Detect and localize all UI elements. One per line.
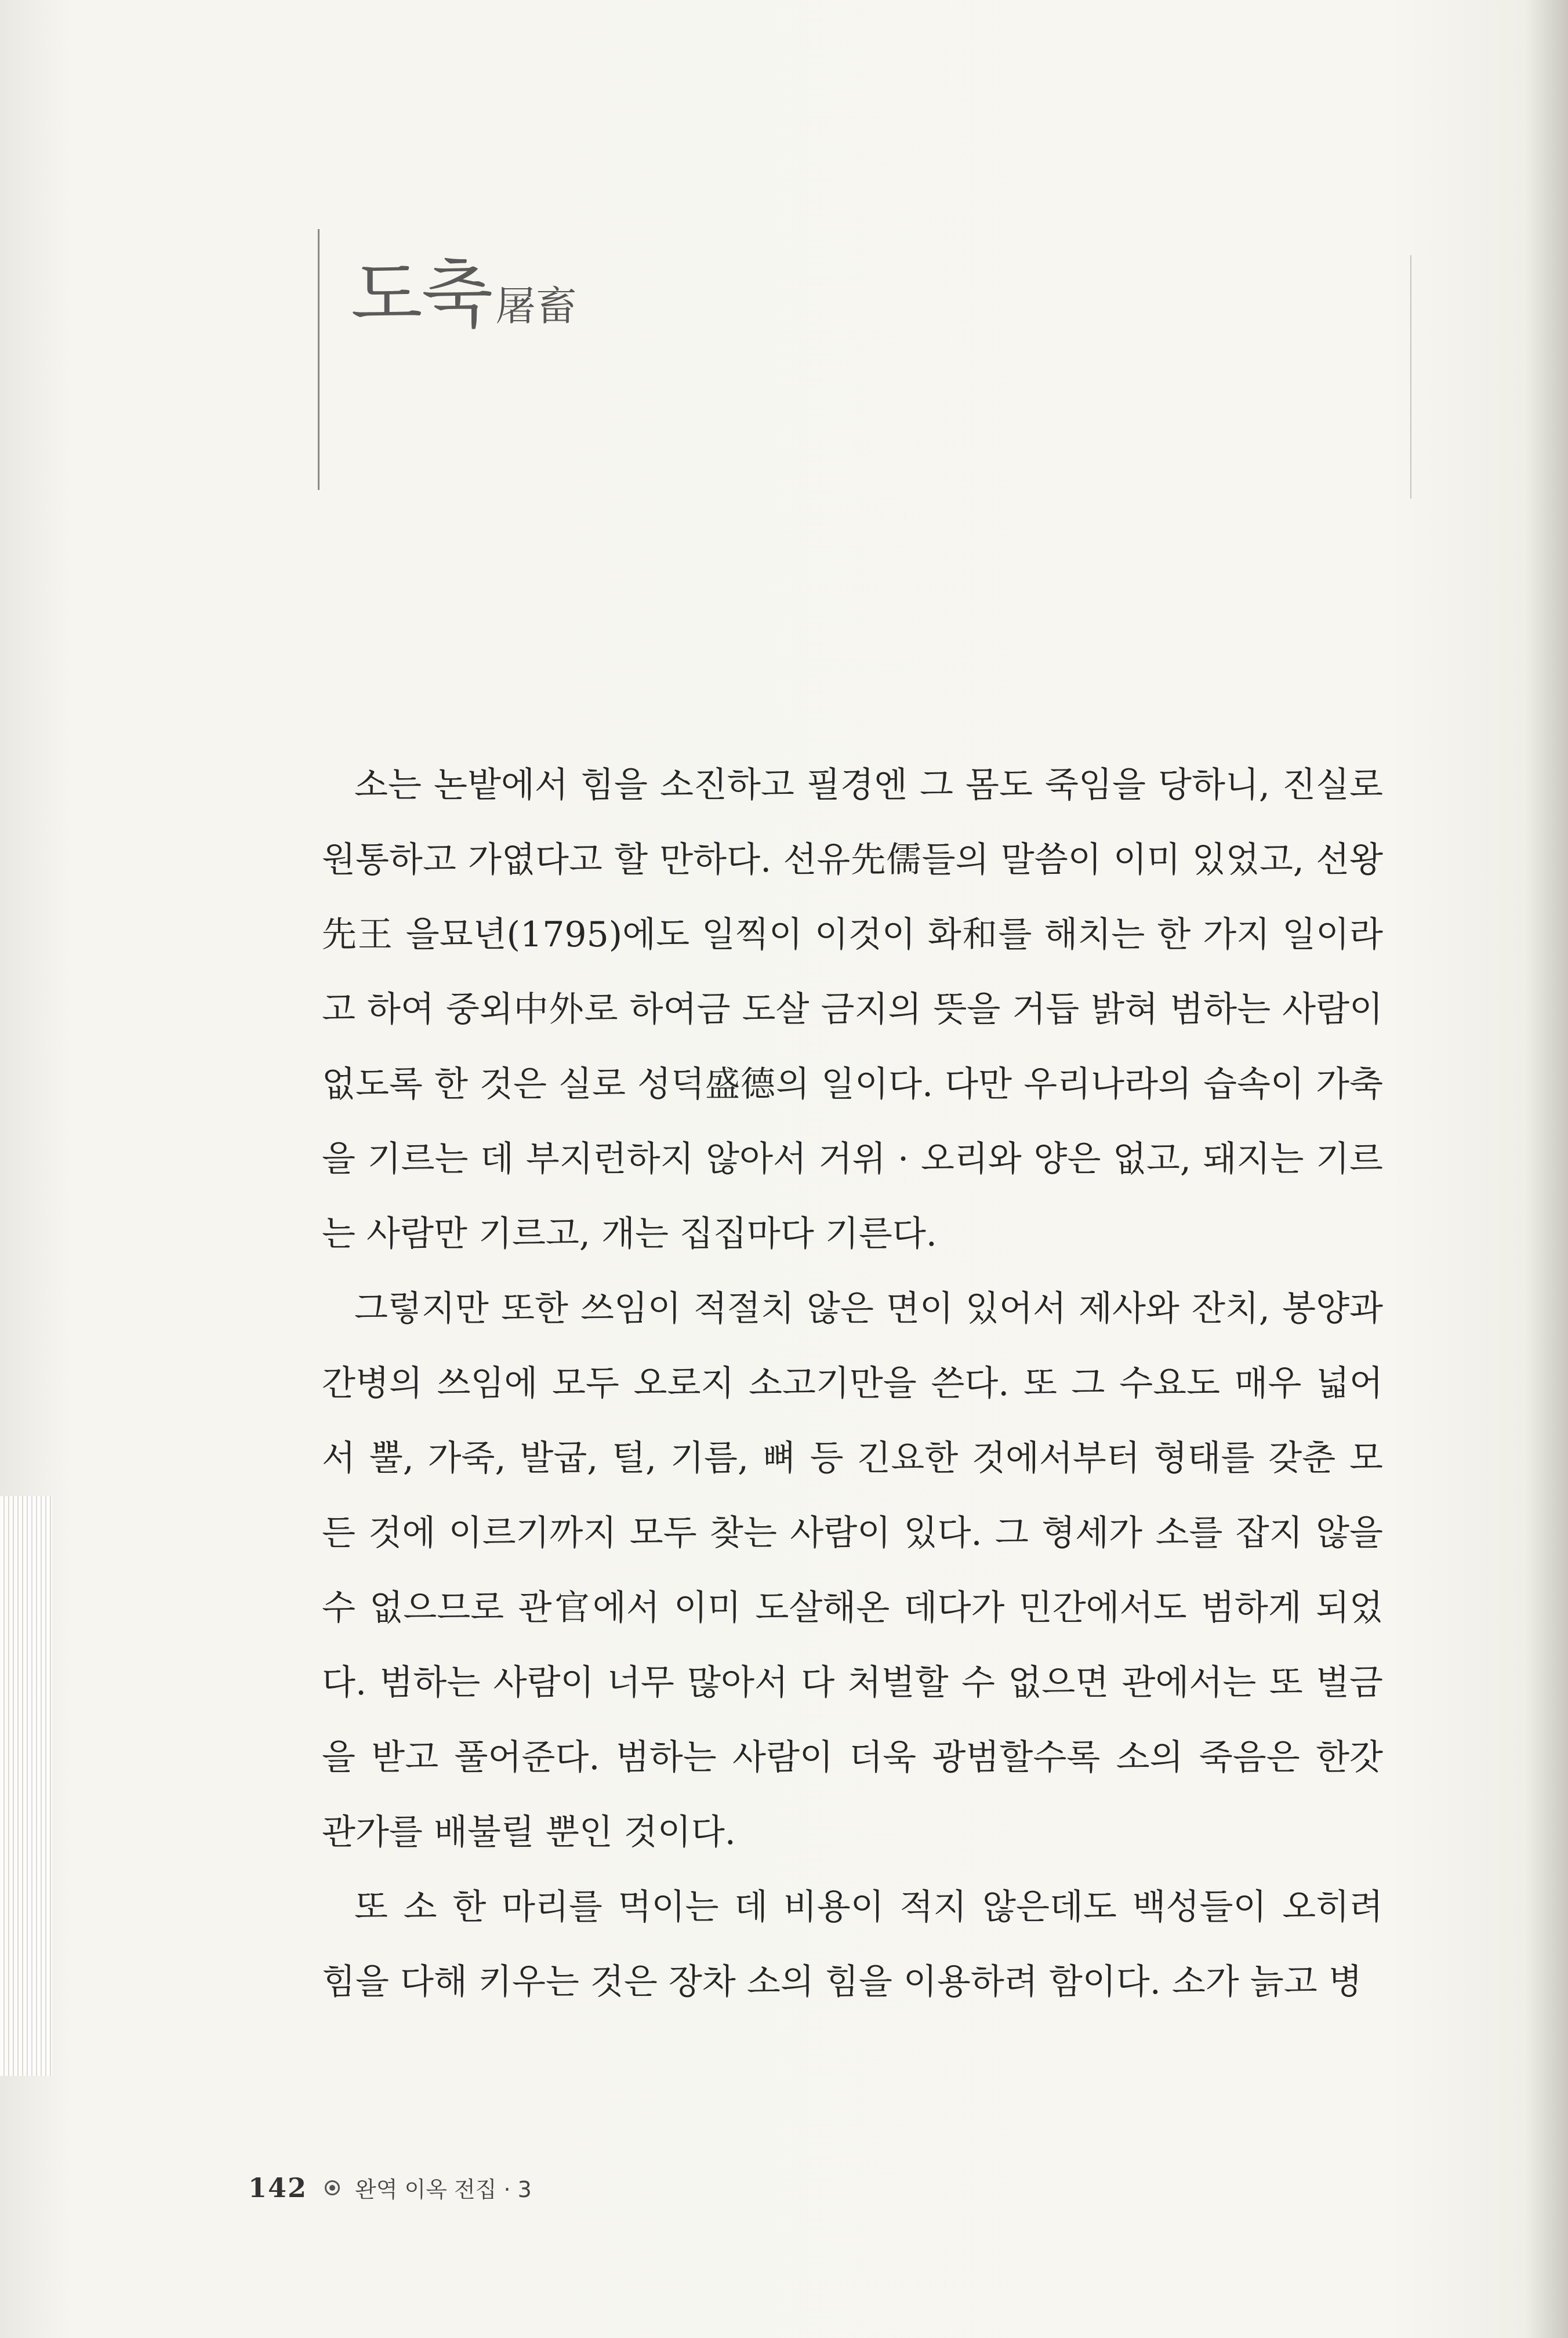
paragraph-1: 소는 논밭에서 힘을 소진하고 필경엔 그 몸도 죽임을 당하니, 진실로 원통하고 가엾다고 할 만하다. 선유先儒들의 말씀이 이미 있었고, 선왕先王 을묘년(1795)에도 일찍이 이것이 화和를 해치는 한 가지 일이라고 하여 중외中外로 하여금 도살 금지의 뜻을 거듭 밝혀 범하는 사람이 없도록 한 것은 실로 성덕盛德의 일이다. 다만 우리나라의 습속이 가축을 기르는 데 부지런하지 않아서 거위 · 오리와 양은 없고, 돼지는 기르는 사람만 기르고, 개는 집집마다 기른다. [322, 765, 1383, 1254]
page-stack-edge [0, 1496, 52, 2076]
show-through-rule [1410, 255, 1411, 499]
paragraph-3: 또 소 한 마리를 먹이는 데 비용이 적지 않은데도 백성들이 오히려 힘을 다해 키우는 것은 장차 소의 힘을 이용하려 함이다. 소가 늙고 병 [322, 1887, 1383, 2002]
body-text [322, 748, 1383, 2020]
book-title: 완역 이옥 전집 · 3 [355, 2177, 532, 2202]
chapter-title-korean: 도축 [351, 252, 492, 338]
page-footer [248, 2172, 532, 2203]
paragraph-2: 그렇지만 또한 쓰임이 적절치 않은 면이 있어서 제사와 잔치, 봉양과 간병의 쓰임에 모두 오로지 소고기만을 쓴다. 또 그 수요도 매우 넓어서 뿔, 가죽, 발굽, 털, 기름, 뼈 등 긴요한 것에서부터 형태를 갖춘 모든 것에 이르기까지 모두 찾는 사람이 있다. 그 형세가 소를 잡지 않을 수 없으므로 관官에서 이미 도살해온 데다가 민간에서도 범하게 되었다. 범하는 사람이 너무 많아서 다 처벌할 수 없으면 관에서는 또 벌금을 받고 풀어준다. 범하는 사람이 더욱 광범할수록 소의 죽음은 한갓 관가를 배불릴 뿐인 것이다. [322, 1288, 1383, 1853]
chapter-title-hanja: 屠畜 [495, 282, 577, 330]
page-number: 142 [248, 2172, 308, 2203]
circle-dot-icon [325, 2180, 340, 2195]
chapter-divider-rule [318, 229, 320, 490]
chapter-title [351, 235, 576, 342]
